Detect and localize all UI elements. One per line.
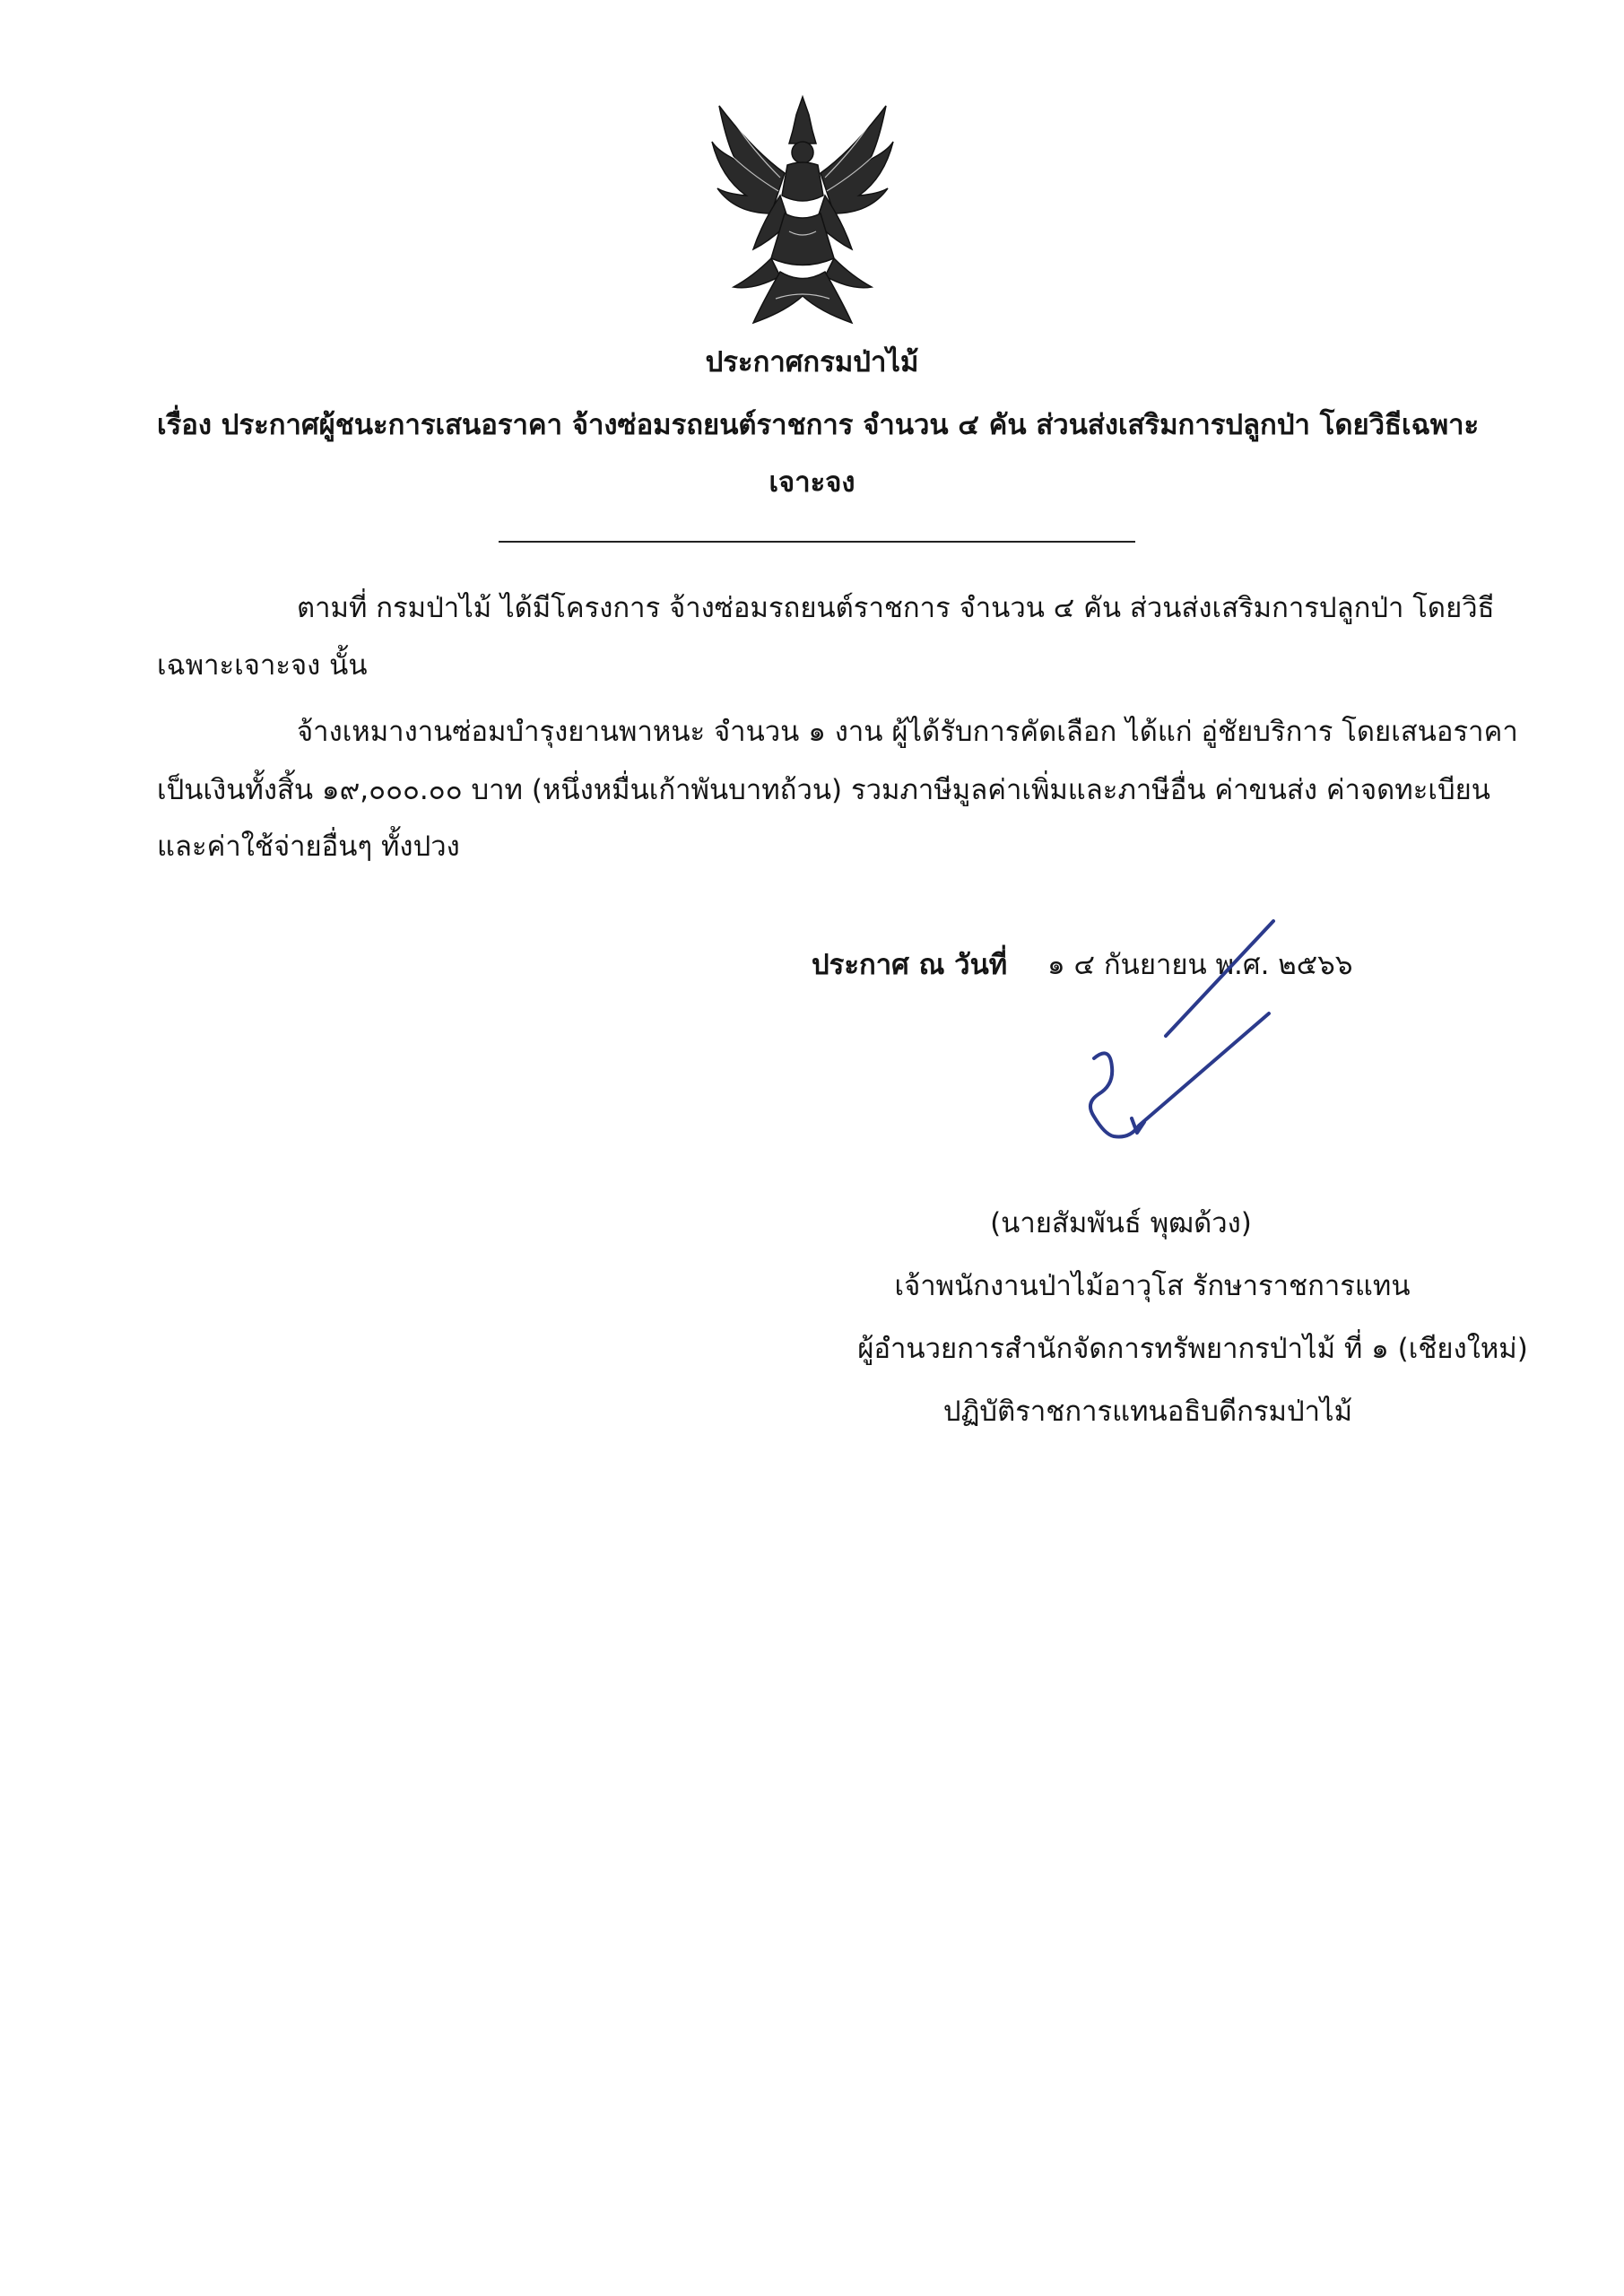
document-title: ประกาศกรมป่าไม้ [705,346,919,378]
paragraph-2-line-2: เป็นเงินทั้งสิ้น ๑๙,๐๐๐.๐๐ บาท (หนึ่งหมื่นเก้าพันบาทถ้วน) รวมภาษีมูลค่าเพิ่มและภาษีอื่น ค่าขนส่ง ค่าจดทะเบียน [157,774,1490,806]
paragraph-2-line-3: และค่าใช้จ่ายอื่นๆ ทั้งปวง [157,831,460,863]
signatory-position-3: ปฏิบัติราชการแทนอธิบดีกรมป่าไม้ [942,1396,1353,1428]
subject-line-1: เรื่อง ประกาศผู้ชนะการเสนอราคา จ้างซ่อมรถยนต์ราชการ จำนวน ๔ คัน ส่วนส่งเสริมการปลูกป่า โดยวิธีเฉพาะ [157,409,1480,441]
signatory-position-1: เจ้าพนักงานป่าไม้อาวุโส รักษาราชการแทน [894,1270,1411,1302]
garuda-emblem-icon [699,88,906,332]
handwritten-signature-icon [1058,910,1291,1170]
paragraph-1-line-1: ตามที่ กรมป่าไม้ ได้มีโครงการ จ้างซ่อมรถยนต์ราชการ จำนวน ๔ คัน ส่วนส่งเสริมการปลูกป่า โดยวิธี [297,592,1495,624]
paragraph-1-line-2: เฉพาะเจาะจง นั้น [157,649,368,682]
signatory-position-2: ผู้อำนวยการสำนักจัดการทรัพยากรป่าไม้ ที่ ๑ (เชียงใหม่) [857,1333,1528,1365]
subject-line-2: เจาะจง [769,466,855,499]
signatory-name: (นายสัมพันธ์ พุฒด้วง) [990,1207,1252,1239]
announcement-date-label: ประกาศ ณ วันที่ [812,949,1008,981]
header-divider [499,541,1135,543]
paragraph-2-line-1: จ้างเหมางานซ่อมบำรุงยานพาหนะ จำนวน ๑ งาน ผู้ได้รับการคัดเลือก ได้แก่ อู่ชัยบริการ โดยเสนอราคา [297,716,1518,748]
announcement-date-value: ๑ ๔ กันยายน พ.ศ. ๒๕๖๖ [1047,949,1353,981]
